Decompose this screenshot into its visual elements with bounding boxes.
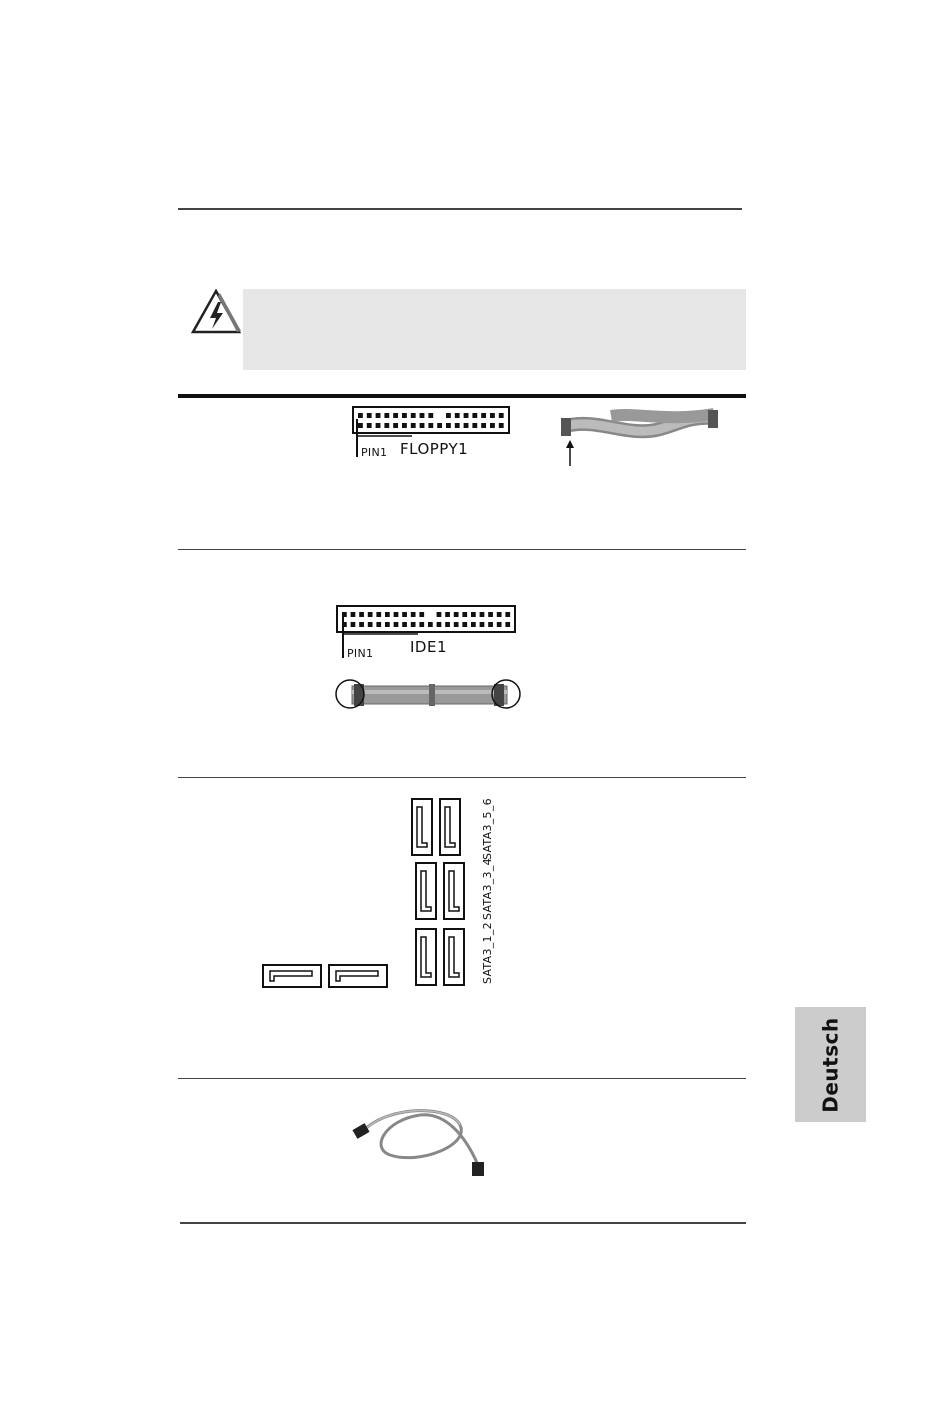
connector-pin	[368, 622, 373, 627]
ide-pin1-label: PIN1	[347, 647, 374, 660]
connector-pin	[358, 413, 363, 418]
connector-pin	[358, 423, 363, 428]
connector-pin	[394, 622, 399, 627]
connector-pin	[497, 612, 502, 617]
connector-pin	[393, 413, 398, 418]
connector-pin	[464, 423, 469, 428]
section-rule-thick	[178, 394, 746, 398]
connector-pin	[402, 612, 407, 617]
connector-pin	[384, 413, 389, 418]
note-box	[243, 289, 746, 370]
connector-pin	[464, 413, 469, 418]
connector-pin	[359, 612, 364, 617]
section-rule	[178, 1078, 746, 1079]
connector-pin	[481, 413, 486, 418]
connector-pin	[437, 622, 442, 627]
connector-pin	[419, 612, 424, 617]
connector-pin	[505, 612, 510, 617]
connector-pin	[411, 612, 416, 617]
connector-pin	[437, 612, 442, 617]
connector-pin	[505, 622, 510, 627]
connector-pin	[428, 423, 433, 428]
header-rule	[178, 208, 742, 210]
connector-pin	[359, 622, 364, 627]
connector-pin	[480, 612, 485, 617]
connector-pin	[420, 423, 425, 428]
connector-pin	[420, 413, 425, 418]
connector-pin	[402, 413, 407, 418]
sata-horizontal-ports	[262, 963, 392, 989]
connector-pin	[419, 622, 424, 627]
connector-pin	[499, 423, 504, 428]
connector-pin	[351, 612, 356, 617]
connector-pin	[393, 423, 398, 428]
connector-pin	[471, 622, 476, 627]
connector-pin	[472, 423, 477, 428]
connector-pin	[471, 612, 476, 617]
connector-pin	[488, 622, 493, 627]
connector-pin	[376, 612, 381, 617]
connector-pin	[367, 423, 372, 428]
connector-pin	[384, 423, 389, 428]
connector-pin	[488, 612, 493, 617]
floppy-cable-image	[556, 408, 726, 468]
connector-pin	[445, 612, 450, 617]
connector-pin	[446, 423, 451, 428]
connector-pin	[411, 413, 416, 418]
section-rule	[178, 549, 746, 550]
language-side-tab	[795, 1007, 866, 1122]
connector-pin	[490, 413, 495, 418]
footer-rule	[180, 1222, 746, 1224]
connector-pin	[428, 413, 433, 418]
connector-pin	[472, 413, 477, 418]
connector-pin	[367, 413, 372, 418]
sata-label-3-4: SATA3_3_4	[481, 858, 494, 920]
connector-pin	[428, 622, 433, 627]
connector-pin	[481, 423, 486, 428]
connector-pin	[454, 622, 459, 627]
connector-pin	[411, 622, 416, 627]
connector-pin	[402, 423, 407, 428]
connector-pin	[385, 622, 390, 627]
connector-pin	[394, 612, 399, 617]
connector-pin	[351, 622, 356, 627]
connector-pin	[446, 413, 451, 418]
connector-pin	[462, 612, 467, 617]
section-rule	[178, 777, 746, 778]
connector-pin	[376, 622, 381, 627]
sata-label-5-6: SATA3_5_6	[481, 798, 494, 860]
connector-pin	[462, 622, 467, 627]
connector-pin	[455, 423, 460, 428]
sata-connector-diagram	[410, 795, 480, 987]
ide-cable-image	[334, 674, 524, 714]
language-side-tab-label: Deutsch	[818, 1016, 843, 1113]
connector-pin	[437, 423, 442, 428]
connector-pin	[385, 612, 390, 617]
ide-connector-label: IDE1	[410, 638, 447, 656]
connector-pin	[455, 413, 460, 418]
high-voltage-warning-icon	[190, 288, 242, 336]
connector-pin	[499, 413, 504, 418]
floppy-connector-label: FLOPPY1	[400, 440, 469, 458]
sata-label-1-2: SATA3_1_2	[481, 922, 494, 984]
connector-pin	[376, 423, 381, 428]
sata-cable-image	[350, 1100, 495, 1182]
connector-pin	[368, 612, 373, 617]
connector-pin	[480, 622, 485, 627]
floppy-pin1-label: PIN1	[361, 446, 388, 459]
connector-pin	[411, 423, 416, 428]
connector-pin	[376, 413, 381, 418]
connector-pin	[490, 423, 495, 428]
connector-pin	[497, 622, 502, 627]
connector-pin	[402, 622, 407, 627]
connector-pin	[454, 612, 459, 617]
connector-pin	[445, 622, 450, 627]
